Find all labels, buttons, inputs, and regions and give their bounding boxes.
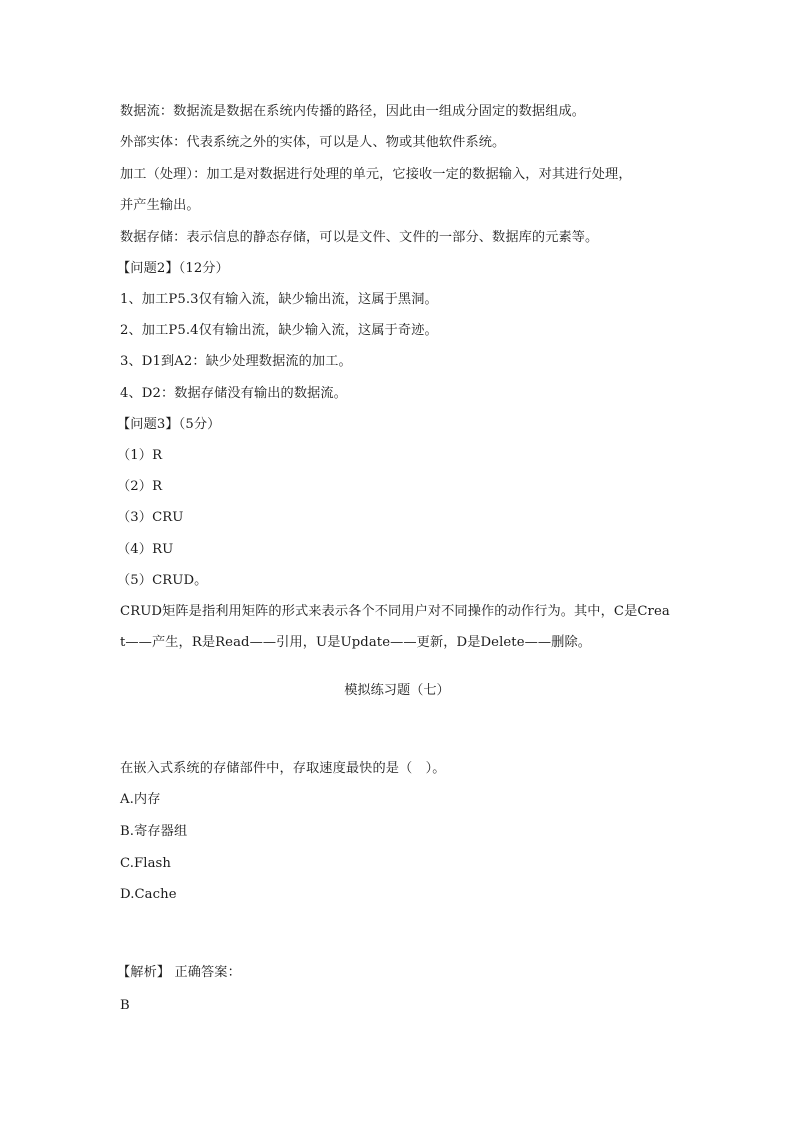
section-title: 模拟练习题（七） — [344, 683, 450, 698]
crud-answer-2: （2）R — [117, 479, 163, 494]
text-line-data-flow: 数据流：数据流是数据在系统内传播的路径，因此由一组成分固定的数据组成。 — [120, 104, 586, 119]
crud-explanation: CRUD矩阵是指利用矩阵的形式来表示各个不同用户对不同操作的动作行为。其中，C是Crea — [120, 604, 670, 619]
crud-answer-1: （1）R — [117, 448, 163, 463]
option-b: B.寄存器组 — [120, 824, 188, 839]
answer-item-2: 2、加工P5.4仅有输出流，缺少输入流，这属于奇迹。 — [120, 323, 438, 338]
question-2-heading: 【问题2】（12分） — [117, 261, 229, 276]
option-a: A.内存 — [120, 792, 161, 807]
text-line-data-store: 数据存储：表示信息的静态存储，可以是文件、文件的一部分、数据库的元素等。 — [120, 230, 599, 245]
question-3-heading: 【问题3】（5分） — [117, 417, 221, 432]
text-line-process-cont: 并产生输出。 — [120, 198, 200, 213]
option-c: C.Flash — [120, 856, 172, 871]
text-line-external-entity: 外部实体：代表系统之外的实体，可以是人、物或其他软件系统。 — [120, 135, 506, 150]
crud-explanation-cont: t——产生，R是Read——引用，U是Update——更新，D是Delete——删除。 — [120, 635, 592, 650]
crud-answer-4: （4）RU — [117, 542, 174, 557]
correct-answer: B — [120, 998, 130, 1013]
answer-item-1: 1、加工P5.3仅有输入流，缺少输出流，这属于黑洞。 — [120, 292, 438, 307]
text-line-process: 加工（处理）：加工是对数据进行处理的单元，它接收一定的数据输入，对其进行处理， — [120, 167, 632, 182]
analysis-label: 【解析】 正确答案： — [117, 965, 241, 980]
option-d: D.Cache — [120, 887, 177, 902]
answer-item-3: 3、D1到A2：缺少处理数据流的加工。 — [120, 354, 352, 369]
question-stem: 在嵌入式系统的存储部件中，存取速度最快的是（ ）。 — [120, 761, 446, 776]
crud-answer-3: （3）CRU — [117, 510, 184, 525]
crud-answer-5: （5）CRUD。 — [117, 573, 208, 588]
answer-item-4: 4、D2：数据存储没有输出的数据流。 — [120, 386, 347, 401]
